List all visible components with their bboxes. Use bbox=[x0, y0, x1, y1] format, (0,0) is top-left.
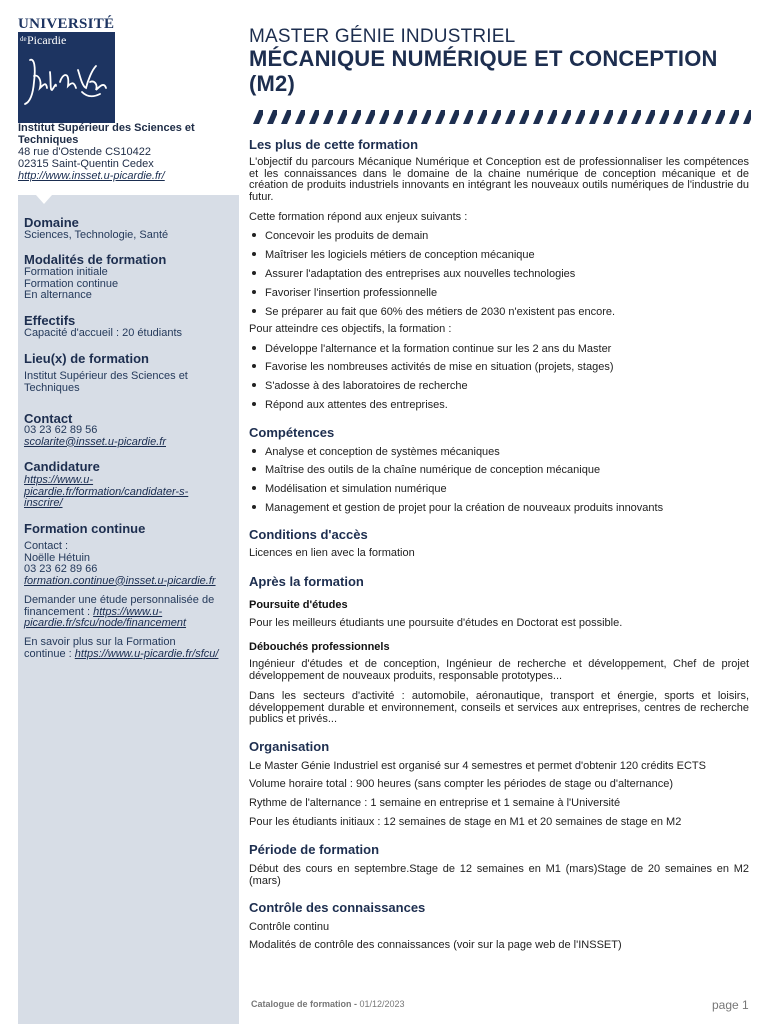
institute-url-link[interactable]: http://www.insset.u-picardie.fr/ bbox=[18, 170, 165, 182]
conditions-text: Licences en lien avec la formation bbox=[249, 547, 415, 559]
section-title-conditions: Conditions d'accès bbox=[249, 527, 368, 542]
list-item: Management et gestion de projet pour la création de nouveaux produits innovants bbox=[249, 502, 663, 514]
fc-financement-link[interactable]: picardie.fr/sfcu/node/financement bbox=[24, 617, 187, 629]
sidebar-contact-block bbox=[24, 425, 232, 448]
fc-financement-link[interactable]: https://www.u- bbox=[93, 605, 163, 618]
debouches-text: Ingénieur d'études et de conception, Ingénieur de recherche et développement, Chef de projet développement de nouveaux produits, responsable prototypes... bbox=[249, 658, 749, 682]
list-item: Modélisation et simulation numérique bbox=[249, 483, 447, 495]
logo-de: de bbox=[20, 35, 27, 43]
sidebar-modalites-list bbox=[24, 267, 232, 302]
bullet-icon bbox=[252, 486, 256, 490]
formation-continue-etude bbox=[24, 595, 232, 630]
fc-contact-name: Noëlle Hétuin bbox=[24, 551, 91, 564]
fc-savoir-text: continue : bbox=[24, 647, 75, 660]
list-item: Maîtrise des outils de la chaîne numérique de conception mécanique bbox=[249, 464, 600, 476]
bullet-icon bbox=[252, 467, 256, 471]
sidebar-effectifs-text: Capacité d'accueil : 20 étudiants bbox=[24, 327, 183, 339]
bullet-icon bbox=[252, 252, 256, 256]
fc-etude-text: financement : bbox=[24, 605, 94, 618]
footer-page-number: page 1 bbox=[712, 998, 749, 1012]
controle-line: Modalités de contrôle des connaissances (voir sur la page web de l'INSSET) bbox=[249, 939, 622, 951]
poursuite-text: Pour les meilleurs étudiants une poursuite d'études en Doctorat est possible. bbox=[249, 617, 623, 629]
list-item: Se préparer au fait que 60% des métiers de 2030 n'existent pas encore. bbox=[249, 306, 615, 318]
plus-intro: L'objectif du parcours Mécanique Numérique et Conception est de professionnaliser les compétences et les connaissances dans le domaine de la chaine numérique de conception mécanique et de création de produits industriels innovants en intégrant les nouveaux outils numériques de l'industrie du futur. bbox=[249, 156, 749, 203]
fc-savoir-text: En savoir plus sur la Formation bbox=[24, 636, 176, 648]
section-title-organisation: Organisation bbox=[249, 739, 330, 754]
formation-continue-savoir bbox=[24, 637, 232, 660]
fc-sfcu-link[interactable]: https://www.u-picardie.fr/sfcu/ bbox=[74, 647, 219, 660]
institute-address2: 02315 Saint-Quentin Cedex bbox=[18, 158, 154, 170]
debouches-text: Dans les secteurs d'activité : automobile, aéronautique, transport et énergie, sports et loisirs, développement durable et environnement, conseils et services aux entreprises, centres de recherche publics et privés... bbox=[249, 690, 749, 725]
list-item: Favoriser l'insertion professionnelle bbox=[249, 287, 437, 299]
lieux-line: Institut Supérieur des Sciences et bbox=[24, 370, 188, 382]
sidebar-lieux-title: Lieu(x) de formation bbox=[24, 351, 149, 366]
list-item: Analyse et conception de systèmes mécaniques bbox=[249, 446, 500, 458]
fc-email-link[interactable]: formation.continue@insset.u-picardie.fr bbox=[24, 574, 216, 587]
sidebar-domaine-text: Sciences, Technologie, Santé bbox=[24, 229, 169, 241]
formation-continue-contact bbox=[24, 541, 232, 587]
section-title-plus: Les plus de cette formation bbox=[249, 137, 419, 152]
sidebar-effectifs-title: Effectifs bbox=[24, 313, 76, 328]
list-item: Assurer l'adaptation des entreprises aux nouvelles technologies bbox=[249, 268, 575, 280]
plus-enjeux: Cette formation répond aux enjeux suivants : bbox=[249, 211, 468, 223]
contact-email-link[interactable]: scolarite@insset.u-picardie.fr bbox=[24, 435, 166, 448]
footer-date: 01/12/2023 bbox=[359, 999, 405, 1009]
debouches-title: Débouchés professionnels bbox=[249, 641, 390, 653]
controle-line: Contrôle continu bbox=[249, 921, 330, 933]
candidature-link[interactable] bbox=[24, 475, 232, 510]
modalite-item: Formation continue bbox=[24, 277, 119, 290]
jules-verne-signature-icon bbox=[20, 52, 112, 118]
candidature-link-part[interactable]: picardie.fr/formation/candidater-s- bbox=[24, 485, 189, 498]
list-item: Favorise les nombreuses activités de mise en situation (projets, stages) bbox=[249, 361, 614, 373]
list-item: Répond aux attentes des entreprises. bbox=[249, 399, 448, 411]
page-title: MÉCANIQUE NUMÉRIQUE ET CONCEPTION (M2) bbox=[249, 46, 718, 96]
sidebar-formation-continue-title: Formation continue bbox=[24, 521, 146, 536]
section-title-periode: Période de formation bbox=[249, 842, 380, 857]
organisation-line: Le Master Génie Industriel est organisé sur 4 semestres et permet d'obtenir 120 crédits ECTS bbox=[249, 760, 706, 772]
modalite-item: Formation initiale bbox=[24, 266, 108, 278]
organisation-line: Volume horaire total : 900 heures (sans compter les périodes de stage ou d'alternance) bbox=[249, 778, 674, 790]
bullet-icon bbox=[252, 383, 256, 387]
sidebar-lieux-text bbox=[24, 371, 232, 394]
sidebar-contact-title: Contact bbox=[24, 411, 73, 426]
stripe-divider bbox=[249, 110, 751, 124]
candidature-link-part[interactable]: https://www.u- bbox=[24, 474, 94, 486]
fc-contact-label: Contact : bbox=[24, 540, 69, 552]
list-item: Concevoir les produits de demain bbox=[249, 230, 428, 242]
bullet-icon bbox=[252, 346, 256, 350]
bullet-icon bbox=[252, 233, 256, 237]
bullet-icon bbox=[252, 449, 256, 453]
footer-catalogue-label: Catalogue de formation - bbox=[251, 999, 360, 1009]
footer-catalogue bbox=[251, 999, 405, 1009]
institute-name: Institut Supérieur des Sciences et Techniques bbox=[18, 122, 195, 146]
institute-block bbox=[18, 122, 228, 182]
fc-etude-text: Demander une étude personnalisée de bbox=[24, 594, 215, 606]
bullet-icon bbox=[252, 364, 256, 368]
section-title-controle: Contrôle des connaissances bbox=[249, 900, 426, 915]
sidebar-modalites-title: Modalités de formation bbox=[24, 252, 167, 267]
organisation-line: Pour les étudiants initiaux : 12 semaines de stage en M1 et 20 semaines de stage en M2 bbox=[249, 816, 682, 828]
bullet-icon bbox=[252, 290, 256, 294]
contact-phone: 03 23 62 89 56 bbox=[24, 424, 98, 436]
poursuite-title: Poursuite d'études bbox=[249, 599, 348, 611]
bullet-icon bbox=[252, 271, 256, 275]
candidature-link-part[interactable]: inscrire/ bbox=[24, 497, 63, 509]
plus-atteindre: Pour atteindre ces objectifs, la formation : bbox=[249, 323, 452, 335]
bullet-icon bbox=[252, 505, 256, 509]
sidebar-domaine-title: Domaine bbox=[24, 215, 79, 230]
logo-universite: UNIVERSITÉ bbox=[18, 16, 115, 32]
institute-address1: 48 rue d'Ostende CS10422 bbox=[18, 146, 151, 158]
bullet-icon bbox=[252, 402, 256, 406]
bullet-icon bbox=[252, 309, 256, 313]
page-subtitle: MASTER GÉNIE INDUSTRIEL bbox=[249, 26, 516, 47]
list-item: Développe l'alternance et la formation continue sur les 2 ans du Master bbox=[249, 343, 611, 355]
periode-text: Début des cours en septembre.Stage de 12 semaines en M1 (mars)Stage de 20 semaines en M2 (mars) bbox=[249, 863, 749, 887]
lieux-line: Techniques bbox=[24, 381, 80, 394]
sidebar-notch bbox=[36, 195, 52, 204]
logo-box bbox=[18, 32, 115, 123]
section-title-apres: Après la formation bbox=[249, 574, 364, 589]
university-logo bbox=[18, 17, 115, 123]
section-title-competences: Compétences bbox=[249, 425, 335, 440]
list-item: S'adosse à des laboratoires de recherche bbox=[249, 380, 468, 392]
logo-picardie: Picardie bbox=[27, 33, 67, 47]
sidebar-candidature-title: Candidature bbox=[24, 459, 100, 474]
modalite-item: En alternance bbox=[24, 289, 92, 301]
fc-contact-phone: 03 23 62 89 66 bbox=[24, 563, 98, 575]
organisation-line: Rythme de l'alternance : 1 semaine en entreprise et 1 semaine à l'Université bbox=[249, 797, 621, 809]
list-item: Maîtriser les logiciels métiers de conception mécanique bbox=[249, 249, 535, 261]
